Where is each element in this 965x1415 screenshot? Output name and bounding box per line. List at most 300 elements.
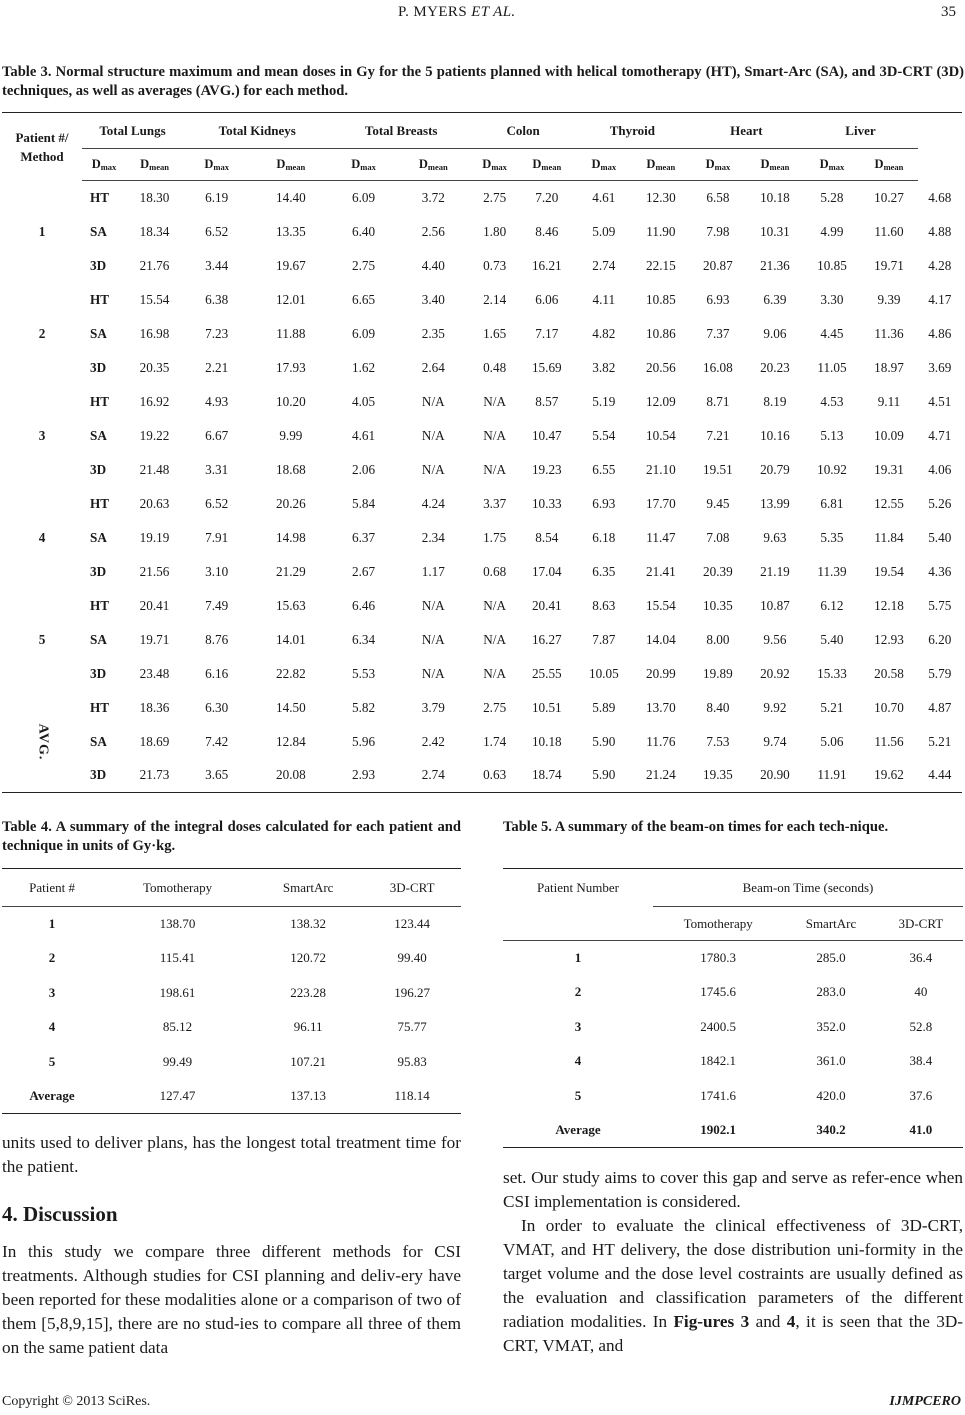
beam-time-cell: 1842.1 (700, 1053, 737, 1069)
dose-cell: N/A (421, 461, 445, 477)
table4-header: Tomotherapy (102, 869, 253, 907)
dose-cell: 10.18 (760, 189, 790, 205)
dose-cell: 14.01 (276, 631, 306, 647)
dose-cell: 12.18 (874, 597, 904, 613)
dose-cell: 10.05 (588, 665, 619, 681)
table3-subheader-dmax (575, 149, 632, 181)
beam-time-cell: 1745.6 (700, 984, 737, 1000)
table3-caption: Table 3. Normal structure maximum and mean doses in Gy for the 5 patients planned with helical tomotherapy (HT), Smart-Arc (SA), and 3D-CRT (3D) techniques, as well as averages (AVG.) for each method. (2, 64, 964, 99)
table3-group-header: Thyroid (575, 113, 689, 149)
dose-cell: 5.90 (592, 733, 616, 749)
subheader-d: D (482, 157, 492, 171)
method-cell: 3D (90, 563, 107, 579)
dose-cell: 8.54 (535, 529, 559, 545)
dose-cell: 3.79 (421, 699, 445, 715)
table-row (503, 1044, 963, 1079)
dose-cell: 13.99 (760, 495, 790, 511)
dose-cell: 6.67 (205, 427, 229, 443)
dose-cell: 1.17 (421, 563, 445, 579)
beam-time-cell: 340.2 (816, 1122, 846, 1137)
dose-cell: 18.36 (139, 699, 170, 715)
beam-time-cell: 2400.5 (700, 1018, 737, 1034)
dose-cell: 10.86 (646, 325, 676, 341)
copyright-notice: Copyright © 2013 SciRes. (2, 1394, 151, 1409)
dose-cell: 10.70 (874, 699, 904, 715)
dose-cell: 11.60 (874, 223, 904, 239)
dose-cell: 2.93 (351, 767, 376, 783)
beam-time-cell: 420.0 (816, 1087, 846, 1103)
dose-cell: 14.98 (276, 529, 306, 545)
dose-cell: 3.31 (205, 461, 229, 477)
dose-cell: 3.72 (421, 189, 445, 205)
subheader-sub: mean (769, 162, 790, 172)
table-row (2, 487, 962, 521)
integral-dose-cell: 99.40 (397, 950, 427, 966)
dose-cell: 19.71 (139, 631, 170, 647)
dose-cell: 18.68 (276, 461, 306, 477)
body-paragraph-right-2 (503, 1214, 963, 1358)
patient-number (2, 283, 82, 385)
dose-cell: 4.93 (205, 393, 229, 409)
integral-dose-cell: 107.21 (290, 1053, 327, 1069)
dose-cell: 11.90 (646, 223, 676, 239)
method-cell: HT (90, 291, 110, 307)
table-row (2, 215, 962, 249)
dose-cell: 10.85 (646, 291, 676, 307)
dose-cell: 0.68 (483, 563, 507, 579)
header-et-al: ET AL. (471, 4, 516, 20)
table3-subheader-dmean (396, 149, 471, 181)
dose-cell: 10.20 (276, 393, 306, 409)
dose-cell: 14.40 (276, 189, 306, 205)
dose-cell: 5.06 (820, 733, 844, 749)
dose-cell: 4.61 (351, 427, 376, 443)
patient-number: 3 (574, 1018, 582, 1034)
subheader-d: D (705, 157, 715, 171)
table-row (2, 589, 962, 623)
dose-cell: 19.51 (703, 461, 733, 477)
integral-dose-cell: 120.72 (290, 950, 327, 966)
dose-cell: 22.15 (646, 257, 676, 273)
dose-cell: 2.74 (421, 767, 445, 783)
page-footer (0, 1394, 965, 1414)
table-row (2, 941, 461, 976)
table-row (503, 975, 963, 1010)
dose-cell: 2.14 (483, 291, 507, 307)
subheader-d: D (204, 157, 214, 171)
dose-cell: 5.90 (592, 767, 616, 783)
method-cell: HT (90, 495, 110, 511)
integral-dose-cell: 99.49 (162, 1053, 193, 1069)
dose-cell: 4.36 (928, 563, 952, 579)
dose-cell: N/A (421, 427, 445, 443)
subheader-d: D (418, 157, 428, 171)
dose-cell: 21.76 (139, 257, 170, 273)
dose-cell: N/A (483, 393, 506, 409)
patient-label-text: 2 (38, 325, 46, 341)
dose-cell: 10.87 (760, 597, 790, 613)
dose-cell: 21.10 (646, 461, 676, 477)
dose-cell: 5.19 (592, 393, 616, 409)
dose-cell: 20.58 (874, 665, 904, 681)
table4-header: 3D-CRT (363, 869, 461, 907)
running-title (398, 4, 516, 21)
dose-cell: 9.56 (763, 631, 787, 647)
method-cell: SA (90, 631, 107, 647)
dose-cell: 20.35 (139, 359, 170, 375)
dose-cell: 16.92 (139, 393, 170, 409)
dose-cell: 9.06 (763, 325, 787, 341)
dose-cell: 19.35 (703, 767, 733, 783)
dose-cell: 5.75 (928, 597, 952, 613)
dose-cell: 2.06 (351, 461, 376, 477)
dose-cell: 19.71 (874, 257, 904, 273)
dose-cell: 3.82 (592, 359, 616, 375)
dose-cell: 6.52 (205, 495, 229, 511)
dose-cell: 11.56 (874, 733, 904, 749)
table4 (2, 868, 461, 1114)
page-header (0, 4, 965, 24)
table-row (2, 1079, 461, 1114)
subheader-d: D (646, 157, 656, 171)
dose-cell: 15.33 (817, 665, 847, 681)
dose-cell: 4.51 (928, 393, 952, 409)
dose-cell: 4.28 (928, 257, 952, 273)
dose-cell: 12.55 (874, 495, 904, 511)
table-row (2, 725, 962, 759)
dose-cell: 6.16 (205, 665, 229, 681)
dose-cell: 10.33 (531, 495, 562, 511)
table-row (2, 623, 962, 657)
table-row (2, 907, 461, 942)
dose-cell: 4.24 (421, 495, 445, 511)
dose-cell: N/A (483, 461, 506, 477)
dose-cell: 10.85 (817, 257, 847, 273)
dose-cell: 4.87 (928, 699, 952, 715)
dose-cell: 7.08 (706, 529, 730, 545)
subheader-sub: max (100, 162, 117, 172)
dose-cell: 10.35 (703, 597, 733, 613)
dose-cell: 19.67 (276, 257, 306, 273)
dose-cell: 15.54 (646, 597, 676, 613)
table3-subheader-dmean (126, 149, 183, 181)
table-row (2, 249, 962, 283)
dose-cell: 25.55 (531, 665, 562, 681)
integral-dose-cell: 138.70 (159, 916, 196, 931)
header-author: P. MYERS (398, 4, 468, 20)
beam-time-cell: 40 (914, 984, 928, 1000)
table-row (503, 941, 963, 976)
para2-text-mid: and (749, 1312, 787, 1331)
dose-cell: N/A (483, 597, 506, 613)
dose-cell: 21.29 (276, 563, 306, 579)
dose-cell: 14.04 (646, 631, 676, 647)
dose-cell: 9.92 (763, 699, 787, 715)
para2-text-b: , it is seen that the 3D-CRT, VMAT, and (503, 1312, 963, 1355)
dose-cell: 9.63 (763, 529, 787, 545)
dose-cell: 16.98 (139, 325, 170, 341)
subheader-d: D (140, 157, 150, 171)
method-cell: SA (90, 223, 107, 239)
dose-cell: 5.89 (592, 699, 616, 715)
subheader-sub: max (213, 162, 229, 172)
dose-cell: 6.30 (205, 699, 229, 715)
dose-cell: 8.71 (706, 393, 730, 409)
patient-label-text: 4 (38, 529, 46, 545)
dose-cell: 2.75 (483, 189, 507, 205)
method-cell: SA (90, 733, 107, 749)
table-row (2, 657, 962, 691)
dose-cell: 20.08 (276, 767, 306, 783)
dose-cell: 5.82 (351, 699, 376, 715)
dose-cell: 8.40 (706, 699, 730, 715)
dose-cell: 12.01 (276, 291, 306, 307)
table-row (2, 453, 962, 487)
corner-line2: Method (20, 148, 64, 164)
dose-cell: 5.28 (820, 189, 844, 205)
dose-cell: 19.22 (139, 427, 170, 443)
dose-cell: 9.11 (877, 393, 901, 409)
subheader-d: D (760, 157, 770, 171)
beam-time-cell: 285.0 (816, 950, 846, 965)
dose-cell: 2.35 (421, 325, 445, 341)
dose-cell: 10.54 (646, 427, 676, 443)
dose-cell: 5.13 (820, 427, 844, 443)
dose-cell: 20.39 (703, 563, 733, 579)
dose-cell: 16.08 (703, 359, 733, 375)
method-cell: HT (90, 699, 110, 715)
patient-label-text: 5 (38, 631, 46, 647)
dose-cell: 2.67 (351, 563, 376, 579)
method-cell: SA (90, 427, 107, 443)
integral-dose-cell: 138.32 (290, 916, 327, 931)
dose-cell: 4.05 (351, 393, 376, 409)
average-label (2, 691, 82, 793)
dose-cell: 9.99 (279, 427, 303, 443)
dose-cell: 9.39 (877, 291, 901, 307)
table3 (2, 112, 962, 793)
dose-cell: 19.62 (874, 767, 904, 783)
patient-label-text: AVG. (35, 723, 50, 761)
dose-cell: 2.64 (421, 359, 445, 375)
dose-cell: 6.20 (928, 631, 952, 647)
dose-cell: 20.26 (276, 495, 306, 511)
integral-dose-cell: 198.61 (159, 984, 196, 1000)
dose-cell: 6.38 (205, 291, 229, 307)
dose-cell: 11.76 (646, 733, 676, 749)
table4-caption: Table 4. A summary of the integral doses calculated for each patient and technique in units of Gy·kg. (2, 819, 461, 854)
subheader-d: D (591, 157, 601, 171)
table-row (2, 283, 962, 317)
subheader-d: D (276, 157, 286, 171)
beam-time-cell: 36.4 (909, 950, 933, 965)
dose-cell: 4.40 (421, 257, 445, 273)
body-paragraph-left-2: In this study we compare three different methods for CSI treatments. Although studies for CSI planning and deliv-ery have been reported for these modalities alone or a comparison of two of them [5,8,9,15], there are no stud-ies to compare all three of them on the same patient data (2, 1242, 461, 1357)
dose-cell: 6.06 (535, 291, 559, 307)
dose-cell: 6.52 (205, 223, 229, 239)
dose-cell: 11.88 (276, 325, 306, 341)
dose-cell: 18.69 (139, 733, 170, 749)
table3-subheader-dmax (183, 149, 250, 181)
table-row (2, 521, 962, 555)
dose-cell: 6.09 (351, 325, 376, 341)
dose-cell: 16.21 (531, 257, 562, 273)
dose-cell: 5.21 (820, 699, 844, 715)
beam-time-cell: 1902.1 (700, 1122, 737, 1137)
dose-cell: 15.63 (276, 597, 306, 613)
dose-cell: 6.93 (592, 495, 616, 511)
table-row (503, 1079, 963, 1114)
table3-subheader-dmax (689, 149, 746, 181)
dose-cell: 21.24 (646, 767, 676, 783)
method-cell: 3D (90, 767, 107, 783)
method-cell: HT (90, 597, 110, 613)
dose-cell: 9.45 (706, 495, 730, 511)
table-row (2, 351, 962, 385)
integral-dose-cell: 196.27 (394, 984, 431, 1000)
dose-cell: N/A (483, 665, 506, 681)
table3-subheader-dmax (82, 149, 126, 181)
dose-cell: 2.21 (205, 359, 229, 375)
integral-dose-cell: 127.47 (159, 1088, 196, 1103)
subheader-sub: mean (427, 162, 448, 172)
dose-cell: 4.44 (928, 767, 952, 783)
patient-number: 3 (48, 984, 56, 1000)
dose-cell: 8.76 (205, 631, 229, 647)
method-cell: HT (90, 393, 110, 409)
table5-header-beam: Beam-on Time (seconds) (653, 869, 963, 907)
dose-cell: 2.56 (421, 223, 445, 239)
dose-cell: 4.71 (928, 427, 952, 443)
subheader-sub: max (828, 162, 845, 172)
table5 (503, 868, 963, 1148)
table3-group-header: Liver (803, 113, 917, 149)
dose-cell: 20.79 (760, 461, 790, 477)
patient-number (2, 487, 82, 589)
dose-cell: 10.18 (531, 733, 562, 749)
dose-cell: 3.44 (205, 257, 229, 273)
dose-cell: 10.47 (531, 427, 562, 443)
table-row (503, 1113, 963, 1148)
patient-label-text: 3 (38, 427, 46, 443)
dose-cell: 4.82 (592, 325, 616, 341)
patient-number (2, 385, 82, 487)
method-cell: SA (90, 325, 107, 341)
dose-cell: 11.36 (874, 325, 904, 341)
dose-cell: 10.16 (760, 427, 790, 443)
dose-cell: 6.19 (205, 189, 229, 205)
dose-cell: 6.93 (706, 291, 730, 307)
para2-text-a: In order to evaluate the clinical effectiveness of 3D-CRT, VMAT, and HT delivery, the dose distribution uni-formity in the target volume and the dose level costraints are usually defined as the evaluation and classification parameters of the different radiation modalities. In (503, 1216, 963, 1331)
patient-number: 5 (574, 1087, 582, 1103)
dose-cell: 21.73 (139, 767, 170, 783)
subheader-d: D (351, 157, 361, 171)
corner-line1: Patient #/ (15, 129, 69, 145)
dose-cell: 6.65 (351, 291, 376, 307)
patient-number: 2 (48, 950, 56, 966)
subheader-sub: max (360, 162, 376, 172)
dose-cell: 18.74 (531, 767, 562, 783)
figure-ref-4: 4 (786, 1312, 796, 1331)
dose-cell: 11.39 (817, 563, 847, 579)
subheader-d: D (91, 157, 101, 171)
dose-cell: 13.35 (276, 223, 306, 239)
dose-cell: 5.35 (820, 529, 844, 545)
patient-number: 5 (48, 1053, 56, 1069)
dose-cell: N/A (483, 427, 506, 443)
subheader-sub: max (714, 162, 731, 172)
dose-cell: 10.51 (531, 699, 562, 715)
table-row (2, 181, 962, 215)
dose-cell: 13.70 (646, 699, 676, 715)
dose-cell: 7.91 (205, 529, 229, 545)
integral-dose-cell: 123.44 (394, 916, 431, 931)
subheader-d: D (874, 157, 884, 171)
dose-cell: 20.41 (139, 597, 170, 613)
dose-cell: 21.48 (139, 461, 170, 477)
dose-cell: 10.27 (874, 189, 904, 205)
dose-cell: 7.87 (592, 631, 616, 647)
dose-cell: 0.63 (483, 767, 507, 783)
patient-number (2, 589, 82, 691)
dose-cell: 3.30 (820, 291, 844, 307)
dose-cell: 4.61 (592, 189, 616, 205)
beam-time-cell: 1741.6 (700, 1087, 737, 1103)
dose-cell: 4.06 (928, 461, 952, 477)
dose-cell: 1.75 (483, 529, 507, 545)
dose-cell: 12.30 (646, 189, 676, 205)
dose-cell: 2.34 (421, 529, 445, 545)
dose-cell: 0.73 (483, 257, 507, 273)
dose-cell: 5.26 (928, 495, 952, 511)
table-row (2, 385, 962, 419)
table5-caption: Table 5. A summary of the beam-on times for each tech-nique. (503, 819, 889, 835)
subheader-d: D (532, 157, 542, 171)
patient-number: 2 (574, 984, 582, 1000)
subheader-d: D (819, 157, 829, 171)
dose-cell: 7.49 (205, 597, 229, 613)
table5-subheader: SmartArc (805, 915, 857, 931)
beam-time-cell: 37.6 (909, 1087, 933, 1103)
dose-cell: 17.04 (531, 563, 562, 579)
dose-cell: 20.87 (703, 257, 733, 273)
body-paragraph-right-1: set. Our study aims to cover this gap and serve as refer-ence when CSI implementation is considered. (503, 1168, 963, 1211)
dose-cell: 9.74 (763, 733, 787, 749)
dose-cell: 8.57 (535, 393, 559, 409)
table-row (2, 1010, 461, 1045)
dose-cell: 4.86 (928, 325, 952, 341)
dose-cell: N/A (421, 665, 445, 681)
table3-group-header: Total Kidneys (183, 113, 331, 149)
integral-dose-cell: 96.11 (293, 1019, 323, 1035)
dose-cell: 5.40 (820, 631, 844, 647)
dose-cell: 22.82 (276, 665, 306, 681)
dose-cell: 2.74 (592, 257, 616, 273)
dose-cell: N/A (421, 631, 445, 647)
beam-time-cell: 41.0 (909, 1122, 933, 1137)
dose-cell: 2.75 (351, 257, 376, 273)
dose-cell: 0.48 (483, 359, 507, 375)
dose-cell: 10.92 (817, 461, 847, 477)
journal-name: IJMPCERO (889, 1394, 961, 1409)
method-cell: 3D (90, 257, 107, 273)
dose-cell: 4.17 (928, 291, 952, 307)
dose-cell: N/A (483, 631, 506, 647)
dose-cell: 8.19 (763, 393, 787, 409)
patient-number: Average (29, 1088, 75, 1103)
dose-cell: 4.11 (592, 291, 616, 307)
dose-cell: 2.42 (421, 733, 445, 749)
